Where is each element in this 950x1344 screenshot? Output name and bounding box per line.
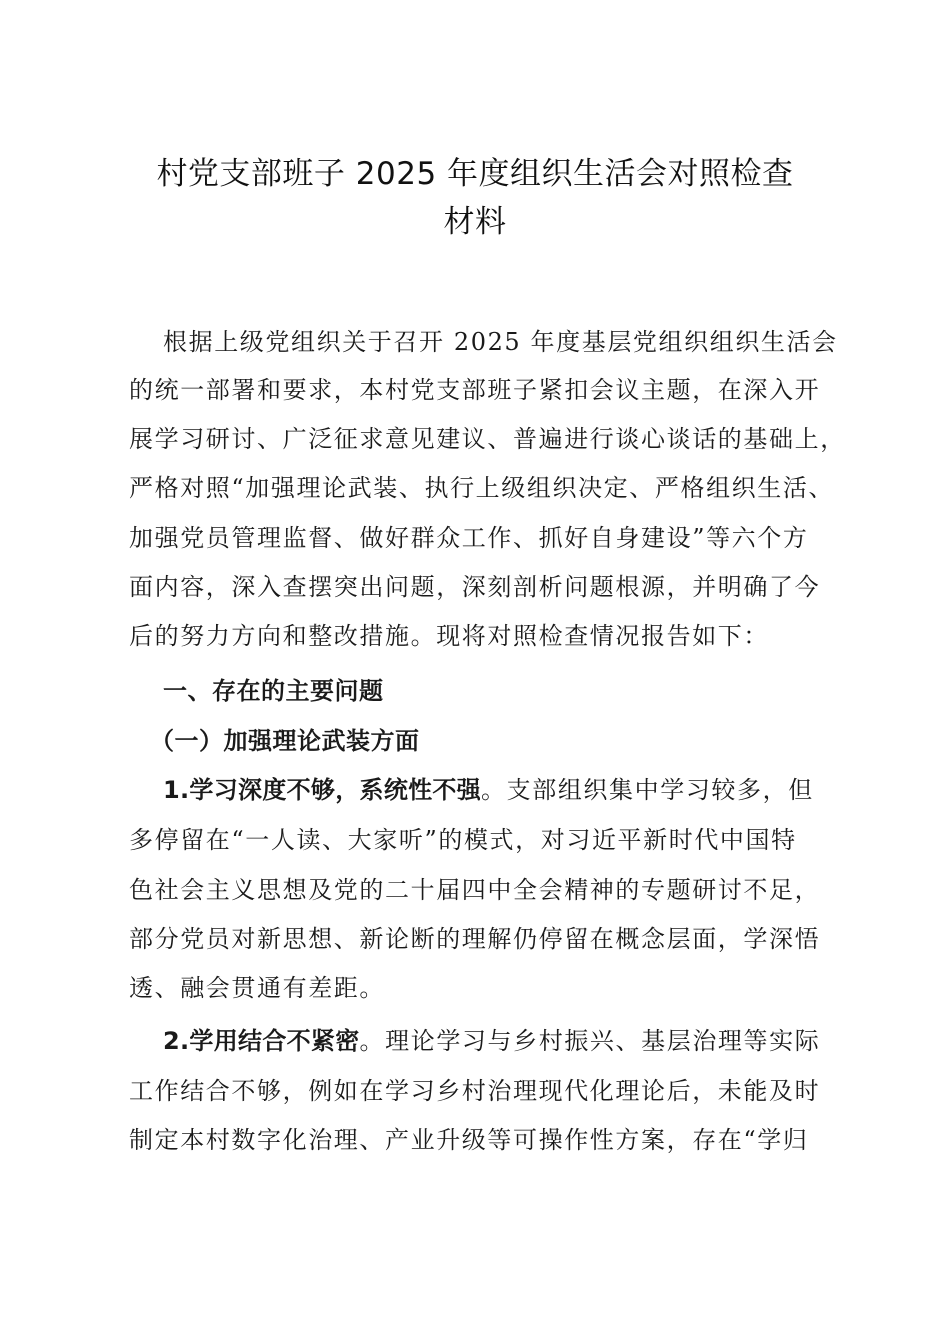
item-1-line: 多停留在“一人读、大家听”的模式，对习近平新时代中国特 [129,826,797,854]
intro-paragraph-line: 加强党员管理监督、做好群众工作、抓好自身建设”等六个方 [129,524,809,552]
section-heading: 一、存在的主要问题 [163,677,384,705]
item-2-first-line [163,1026,873,1056]
item-1-line: 部分党员对新思想、新论断的理解仍停留在概念层面，学深悟 [129,925,821,953]
item-1-first-line [163,775,873,805]
item-2-lead-rest: 。理论学习与乡村振兴、基层治理等实际 [359,1027,821,1055]
intro-paragraph-line: 严格对照“加强理论武装、执行上级组织决定、严格组织生活、 [129,474,835,502]
intro-paragraph-line: 后的努力方向和整改措施。现将对照检查情况报告如下： [129,622,769,650]
intro-paragraph-line: 展学习研讨、广泛征求意见建议、普遍进行谈心谈话的基础上， [129,425,846,453]
item-2-line: 制定本村数字化治理、产业升级等可操作性方案，存在“学归 [129,1126,809,1154]
item-2-lead: 2.学用结合不紧密 [163,1027,360,1055]
item-2-line: 工作结合不够，例如在学习乡村治理现代化理论后，未能及时 [129,1077,821,1105]
item-1-lead: 1.学习深度不够，系统性不强 [163,776,482,804]
document-title-line-1: 村党支部班子 2025 年度组织生活会对照检查 [156,156,794,192]
intro-paragraph-line: 的统一部署和要求，本村党支部班子紧扣会议主题，在深入开 [129,376,821,404]
item-1-line: 透、融会贯通有差距。 [129,974,385,1002]
subsection-heading: （一）加强理论武装方面 [150,727,420,755]
document-title-line-2: 材料 [443,204,507,240]
intro-paragraph-line: 面内容，深入查摆突出问题，深刻剖析问题根源，并明确了今 [129,573,821,601]
item-1-lead-rest: 。支部组织集中学习较多，但 [481,776,814,804]
intro-paragraph-line: 根据上级党组织关于召开 2025 年度基层党组织组织生活会 [163,328,838,356]
item-1-line: 色社会主义思想及党的二十届四中全会精神的专题研讨不足， [129,876,821,904]
